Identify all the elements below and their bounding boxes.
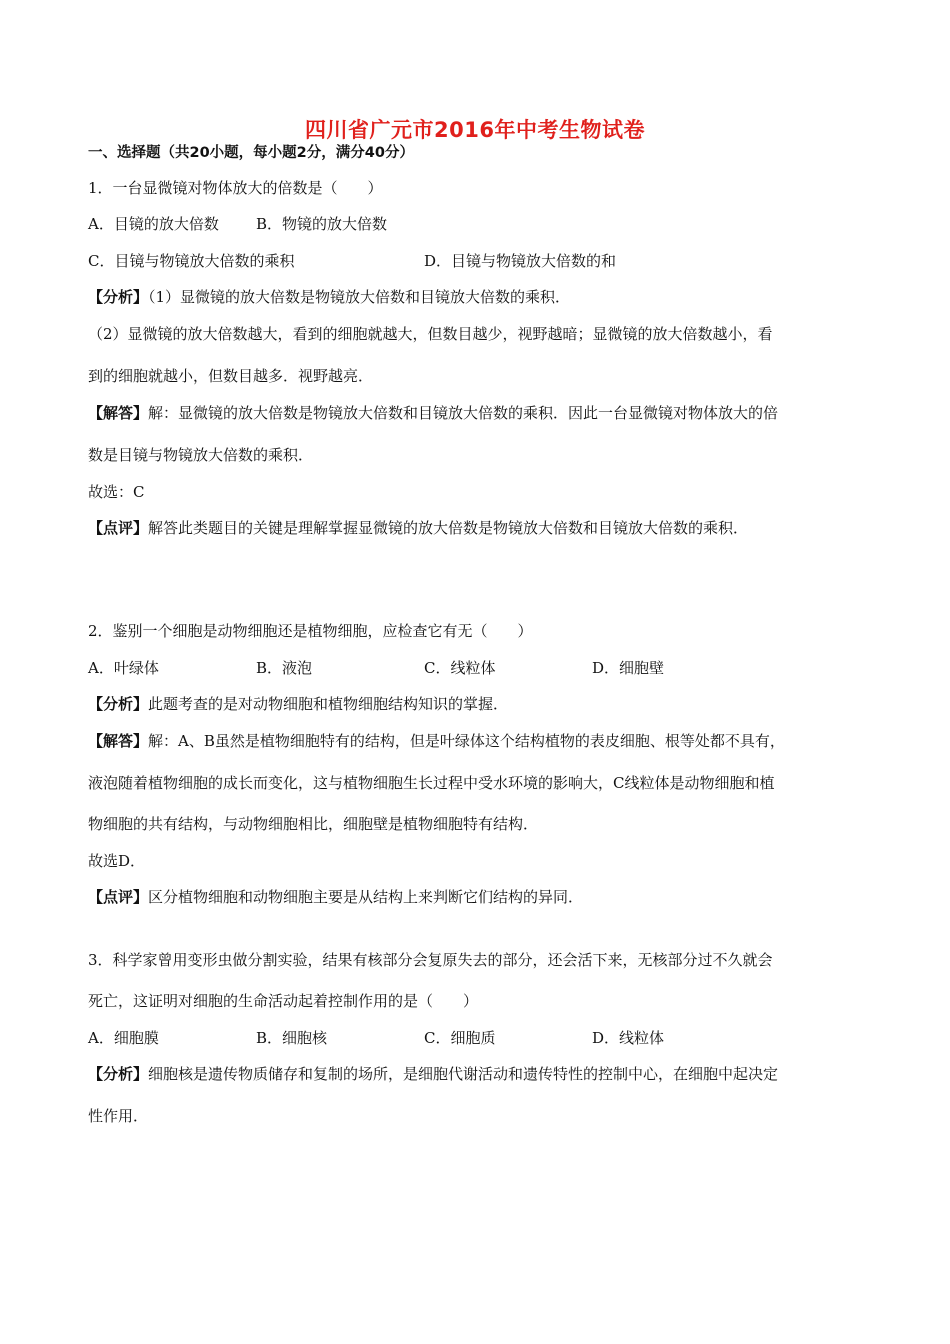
q1-choice: 故选：C: [88, 483, 145, 501]
q2-choice: 故选D．: [88, 852, 146, 870]
q2-analysis-text: 此题考查的是对动物细胞和植物细胞结构知识的掌握．: [148, 695, 509, 713]
q2-analysis: [88, 694, 868, 714]
q1-analysis: [88, 287, 868, 307]
q1-analysis-text-3: 到的细胞就越小，但数目越多．视野越亮．: [88, 367, 374, 385]
q1-analysis-text-2: （2）显微镜的放大倍数越大，看到的细胞就越大，但数目越少，视野越暗；显微镜的放大倍数越小，看: [88, 325, 773, 343]
q2-answer-text-3: 物细胞的共有结构，与动物细胞相比，细胞壁是植物细胞特有结构．: [88, 815, 539, 833]
q1-option-b: B．物镜的放大倍数: [256, 215, 388, 233]
comment-tag: 【点评】: [88, 888, 149, 906]
section-header: 一、选择题（共20小题，每小题2分，满分40分）: [88, 145, 414, 161]
q1-option-d: D．目镜与物镜放大倍数的和: [424, 252, 617, 270]
q2-option-c: C．线粒体: [424, 659, 496, 677]
page-title: 四川省广元市2016年中考生物试卷: [305, 118, 645, 142]
q1-comment-text: 解答此类题目的关键是理解掌握显微镜的放大倍数是物镜放大倍数和目镜放大倍数的乘积．: [148, 519, 749, 537]
q2-option-d: D．细胞壁: [592, 659, 665, 677]
q3-analysis: [88, 1064, 868, 1084]
q1-stem: 1．一台显微镜对物体放大的倍数是（ ）: [88, 179, 383, 197]
q2-option-b: B．液泡: [256, 659, 313, 677]
q1-option-a: A．目镜的放大倍数: [88, 215, 219, 233]
q3-option-b: B．细胞核: [256, 1029, 328, 1047]
answer-tag: 【解答】: [88, 404, 149, 422]
q1-option-c: C．目镜与物镜放大倍数的乘积: [88, 252, 295, 270]
q1-answer-text-2: 数是目镜与物镜放大倍数的乘积．: [88, 446, 314, 464]
q3-analysis-text-1: 细胞核是遗传物质储存和复制的场所，是细胞代谢活动和遗传特性的控制中心，在细胞中起决定: [148, 1065, 779, 1083]
q2-comment-text: 区分植物细胞和动物细胞主要是从结构上来判断它们结构的异同．: [148, 888, 584, 906]
q2-option-a: A．叶绿体: [88, 659, 159, 677]
q1-answer-text-1: 解：显微镜的放大倍数是物镜放大倍数和目镜放大倍数的乘积．因此一台显微镜对物体放大的倍: [148, 404, 779, 422]
q3-option-c: C．细胞质: [424, 1029, 496, 1047]
q3-stem-2: 死亡，这证明对细胞的生命活动起着控制作用的是（ ）: [88, 992, 479, 1010]
answer-tag: 【解答】: [88, 732, 149, 750]
q1-comment: [88, 518, 868, 538]
q3-option-a: A．细胞膜: [88, 1029, 159, 1047]
q3-option-d: D．线粒体: [592, 1029, 665, 1047]
q2-answer-text-1: 解：A、B虽然是植物细胞特有的结构，但是叶绿体这个结构植物的表皮细胞、根等处都不具有，: [148, 732, 785, 750]
q2-answer: [88, 731, 868, 751]
q2-answer-text-2: 液泡随着植物细胞的成长而变化，这与植物细胞生长过程中受水环境的影响大，C线粒体是动物细胞和植: [88, 774, 775, 792]
q1-answer: [88, 403, 868, 423]
analysis-tag: 【分析】: [88, 288, 149, 306]
q3-stem-1: 3．科学家曾用变形虫做分割实验，结果有核部分会复原失去的部分，还会活下来，无核部分过不久就会: [88, 951, 773, 969]
comment-tag: 【点评】: [88, 519, 149, 537]
analysis-tag: 【分析】: [88, 695, 149, 713]
q1-analysis-text-1: （1）显微镜的放大倍数是物镜放大倍数和目镜放大倍数的乘积．: [148, 288, 571, 306]
analysis-tag: 【分析】: [88, 1065, 149, 1083]
q2-stem: 2．鉴别一个细胞是动物细胞还是植物细胞，应检查它有无（ ）: [88, 622, 533, 640]
q3-analysis-text-2: 性作用．: [88, 1107, 149, 1125]
q2-comment: [88, 887, 868, 907]
